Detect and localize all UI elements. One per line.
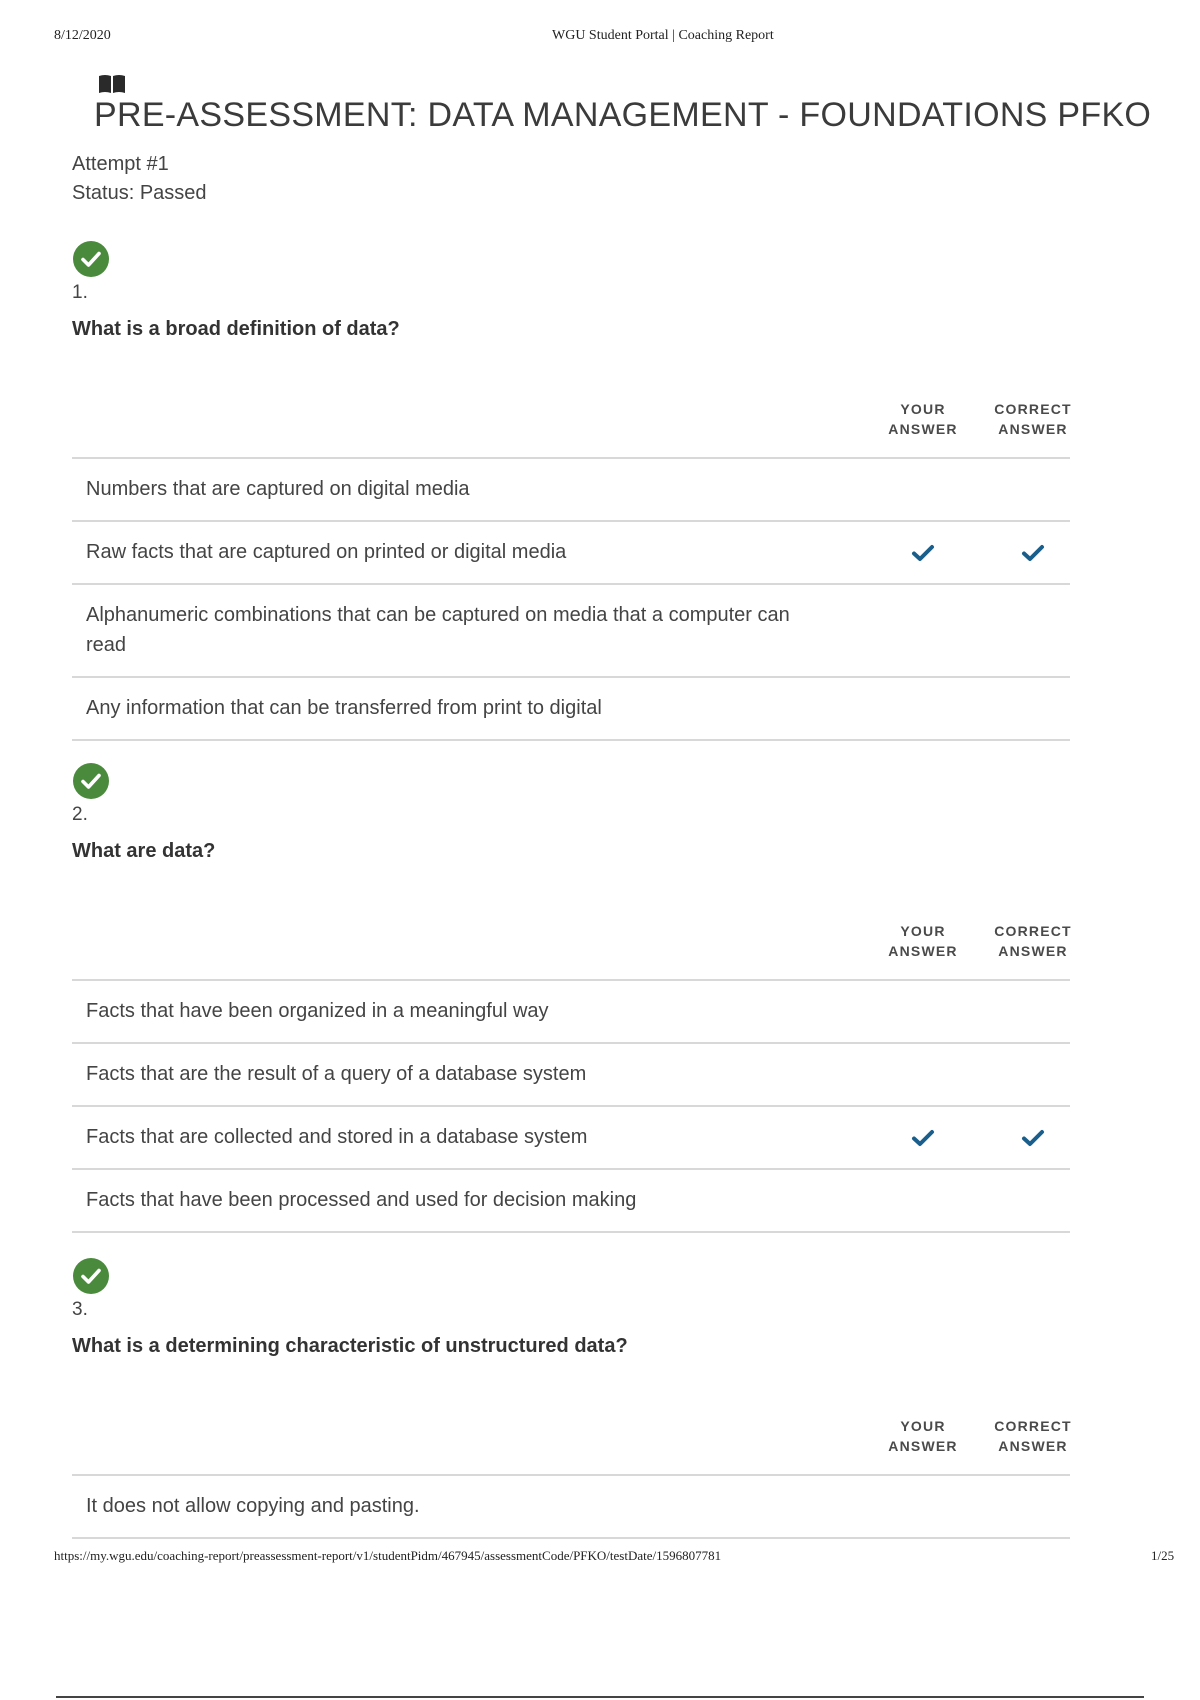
correct-check-icon — [72, 762, 110, 800]
correct-answer-header: CORRECT ANSWER — [994, 1418, 1072, 1454]
print-url: https://my.wgu.edu/coaching-report/preassessment-report/v1/studentPidm/467945/assessmentCode/PFKO/testDate/1596807781 — [54, 1548, 722, 1563]
question-number: 1. — [72, 282, 88, 303]
question-block — [72, 1257, 1072, 1539]
attempt-info — [72, 150, 207, 208]
answer-row — [72, 1107, 1070, 1170]
your-answer-header: YOUR ANSWER — [888, 923, 958, 959]
question-block — [72, 762, 1072, 1233]
answer-text: It does not allow copying and pasting. — [86, 1495, 420, 1517]
answer-text: Numbers that are captured on digital media — [86, 478, 470, 500]
answer-table-header — [72, 883, 1070, 981]
answer-row — [72, 981, 1070, 1044]
answer-row — [72, 678, 1070, 741]
checkmark-icon — [1021, 543, 1045, 563]
answer-row — [72, 522, 1070, 585]
answer-text: Facts that have been processed and used for decision making — [86, 1189, 637, 1211]
correct-answer-mark — [978, 1107, 1088, 1168]
checkmark-icon — [911, 543, 935, 563]
page-number: 1/25 — [1151, 1548, 1175, 1563]
answer-row — [72, 1170, 1070, 1233]
your-answer-mark — [868, 522, 978, 583]
question-text: What are data? — [72, 840, 216, 862]
checkmark-icon — [911, 1128, 935, 1148]
answer-row — [72, 1044, 1070, 1107]
your-answer-header: YOUR ANSWER — [888, 1418, 958, 1454]
correct-answer-mark — [978, 522, 1088, 583]
answer-text: Facts that are the result of a query of a database system — [86, 1063, 587, 1085]
your-answer-header: YOUR ANSWER — [888, 401, 958, 437]
print-date: 8/12/2020 — [54, 28, 111, 43]
book-icon — [98, 74, 126, 94]
answer-table-header — [72, 361, 1070, 459]
question-text: What is a determining characteristic of unstructured data? — [72, 1335, 628, 1357]
answer-text: Any information that can be transferred from print to digital — [86, 697, 602, 719]
correct-answer-header: CORRECT ANSWER — [994, 923, 1072, 959]
your-answer-mark — [868, 1107, 978, 1168]
print-footer — [54, 1548, 1200, 1564]
page-divider — [56, 1696, 1144, 1698]
question-number: 2. — [72, 804, 88, 825]
correct-check-icon — [72, 1257, 110, 1295]
question-block — [72, 240, 1072, 741]
answer-text: Alphanumeric combinations that can be captured on media that a computer can read — [86, 604, 790, 656]
answer-table-header — [72, 1378, 1070, 1476]
answer-row — [72, 459, 1070, 522]
answer-row — [72, 1476, 1070, 1539]
question-number: 3. — [72, 1299, 88, 1320]
checkmark-icon — [1021, 1128, 1045, 1148]
print-page-title: WGU Student Portal | Coaching Report — [552, 28, 774, 43]
answer-text: Facts that have been organized in a meaningful way — [86, 1000, 549, 1022]
answer-row — [72, 585, 1070, 678]
correct-check-icon — [72, 240, 110, 278]
correct-answer-header: CORRECT ANSWER — [994, 401, 1072, 437]
answer-text: Raw facts that are captured on printed or digital media — [86, 541, 567, 563]
attempt-number: Attempt #1 — [72, 153, 169, 175]
answer-text: Facts that are collected and stored in a database system — [86, 1126, 588, 1148]
question-text: What is a broad definition of data? — [72, 318, 400, 340]
page-title: PRE-ASSESSMENT: DATA MANAGEMENT - FOUNDATIONS PFKO — [94, 96, 1152, 134]
attempt-status: Status: Passed — [72, 182, 207, 204]
